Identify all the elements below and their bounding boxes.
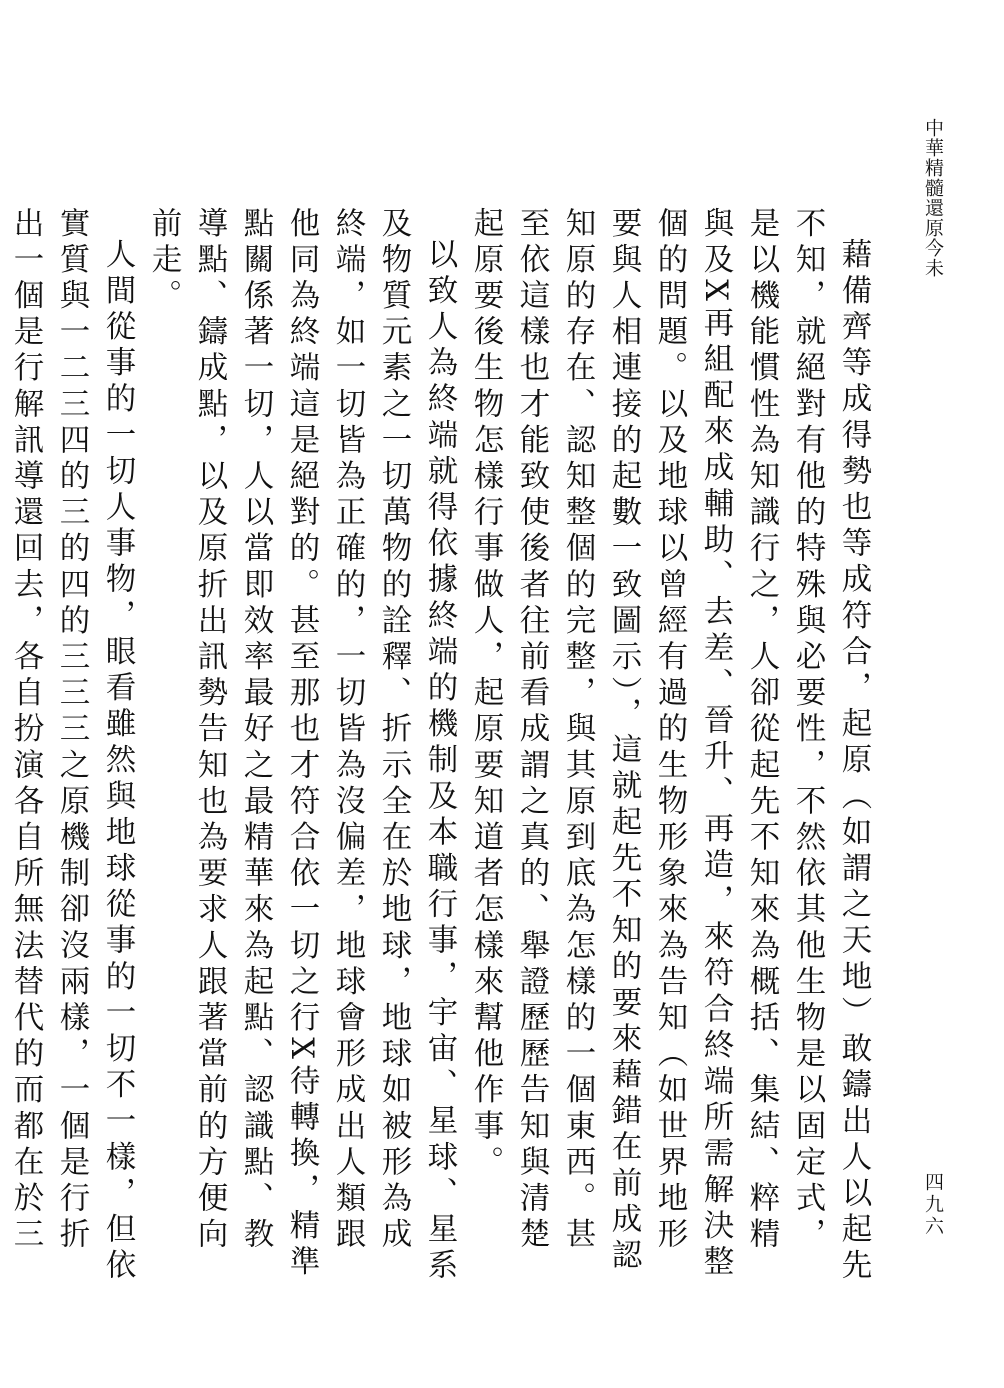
paragraph-2: 以致人為終端就得依據終端的機制及本職行事，宇宙、星球、星系及物質元素之一切萬物的詮釋、折示全在於地球，地球如被形為成終端，如一切皆為正確的，一切皆為沒偏差，地球會形成出人類跟他同為終端這是絕對的。甚至那也才符合依一切之行X待轉換，精準點關係著一切，人以當即效率最好之最精華來為起點、認識點、教導點、鑄成點，以及原折出訊勢告知也為要求人跟著當前的方便向前走。 <box>146 207 457 1285</box>
page-number: 四九六 <box>922 1172 944 1238</box>
paragraph-1: 藉備齊等成得勢也等成符合，起原（如謂之天地）敢鑄出人以起先不知，就絕對有他的特殊與必要性，不然依其他生物是以固定式，是以機能慣性為知識行之，人卻從起先不知來為概括、集結、粹精與及X再組配來成輔助、去差、晉升、再造，來符合終端所需解決整個的問題。以及地球以曾經有過的生物形象來為告知（如世界地形要與人相連接的起數一致圖示），這就起先不知的要來藉錯在前成認知原的存在、認知整個的完整，與其原到底為怎樣的一個東西。甚至依這樣也才能致使後者往前看成謂之真的、舉證歷歷告知與清楚起原要後生物怎樣行事做人，起原要知道者怎樣來幫他作事。 <box>468 207 871 1285</box>
running-head: 中華精髓還原今未 <box>922 118 944 278</box>
paragraph-3: 人間從事的一切人事物，眼看雖然與地球從事的一切不一樣，但依實質與一二三四的三的四的三三三之原機制卻沒兩樣，一個是行折出一個是行解訊導還回去，各自扮演各自所無法替代的而都在於三 <box>8 207 135 1285</box>
body-text <box>8 207 876 1285</box>
